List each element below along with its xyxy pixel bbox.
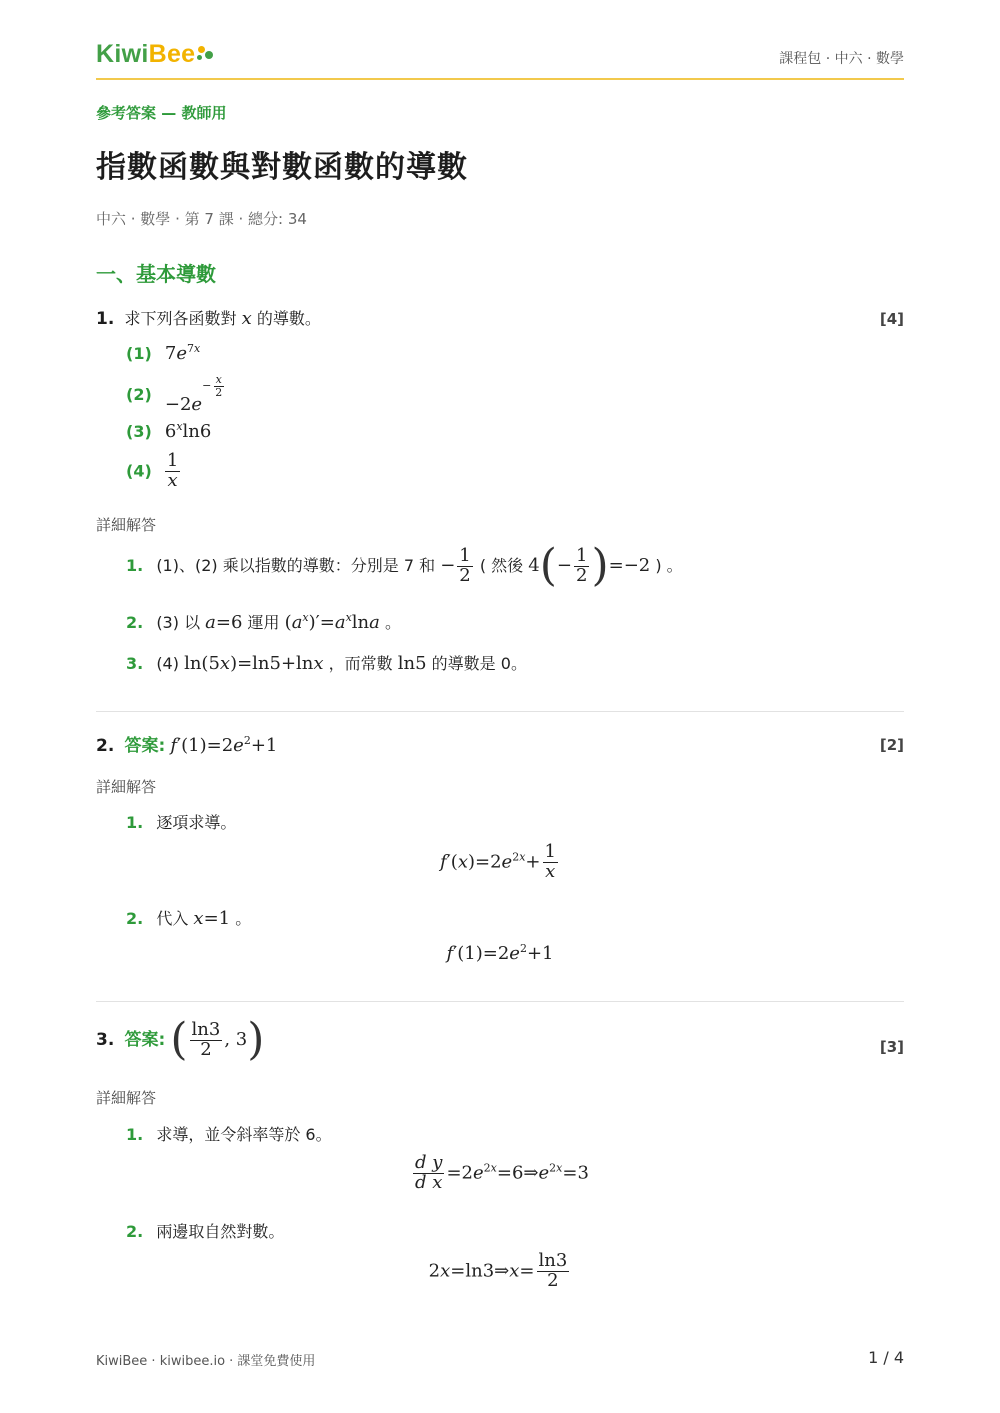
question-1-prompt: 1. 求下列各函數對 x 的導數。 — [96, 308, 321, 329]
q1-step-1: 1. (1)、(2) 乘以指數的導數：分別是 7 和 − $\frac{1}{2}$ ( 然後 4(− $\frac{1}{2}$ )=−2 ) 。 — [126, 540, 683, 591]
question-2-answer: 2. 答案: $f'(1)=2e^2+1$ — [96, 734, 278, 756]
q1-step-2: 2. (3) 以 a=6 運用 $(a^x)'=a^x\ln a$ 。 — [126, 611, 401, 633]
kiwibee-logo: KiwiBee — [96, 40, 217, 69]
page-title: 指數函數與對數函數的導數 — [96, 150, 468, 185]
section-heading: 一、基本導數 — [96, 262, 216, 286]
q2-equation-2: $f'(1)=2e^2+1$ — [446, 942, 554, 964]
q3-step-1: 1. 求導，並令斜率等於 6。 — [126, 1125, 332, 1144]
page-number: 1 / 4 — [868, 1348, 904, 1367]
divider — [96, 711, 904, 712]
worksheet-page — [96, 0, 904, 1413]
question-3-marks: [3] — [879, 1038, 904, 1056]
q1-step-3: 3. (4) ln(5x)=ln5+lnx ，而常數 ln5 的導數是 0。 — [126, 653, 527, 674]
q3-step-2: 2. 兩邊取自然對數。 — [126, 1222, 285, 1241]
q1-part-3: (3) 6$^x$ln6 — [126, 420, 212, 442]
question-2-marks: [2] — [879, 736, 904, 754]
q1-part-4: (4) $\frac{1}{x}$ — [126, 450, 179, 491]
q2-step-1: 1. 逐項求導。 — [126, 813, 237, 832]
q3-equation-2: 2x=ln3⇒x= $\frac{\ln 3}{2}$ — [428, 1250, 568, 1291]
divider — [96, 1001, 904, 1002]
question-3-answer: 3. 答案: ( $\frac{\ln 3}{2}$ , 3) — [96, 1014, 265, 1065]
logo-dots-icon — [197, 46, 217, 62]
page-header — [96, 38, 904, 80]
q1-part-2: $(2) -2e^{- \frac{x}{2}}$ — [126, 373, 223, 416]
q3-detail-label: 詳細解答 — [96, 1089, 157, 1107]
q1-detail-label: 詳細解答 — [96, 516, 157, 534]
footer-source: KiwiBee · kiwibee.io · 課堂免費使用 — [96, 1354, 316, 1369]
question-1-marks: [4] — [879, 310, 904, 328]
answer-key-label: 參考答案 — 教師用 — [96, 104, 227, 122]
q3-equation-1: $\frac{\text{d y}}{\text{d x}}$ $=2e^{2x}=6\Rightarrow e^{2x}=3$ — [415, 1152, 589, 1193]
q1-part-1: (1) $7e^{7x}$ — [126, 342, 201, 364]
lesson-meta: 中六 · 數學 · 第 7 課 · 總分: 34 — [96, 210, 307, 228]
q2-detail-label: 詳細解答 — [96, 778, 157, 796]
q2-step-2: 2. 代入 x=1 。 — [126, 908, 252, 929]
header-course-info: 課程包 · 中六 · 數學 — [779, 51, 904, 67]
q2-equation-1: $f'(x)=2e^{2x}+$ $\frac{1}{x}$ — [440, 841, 556, 882]
